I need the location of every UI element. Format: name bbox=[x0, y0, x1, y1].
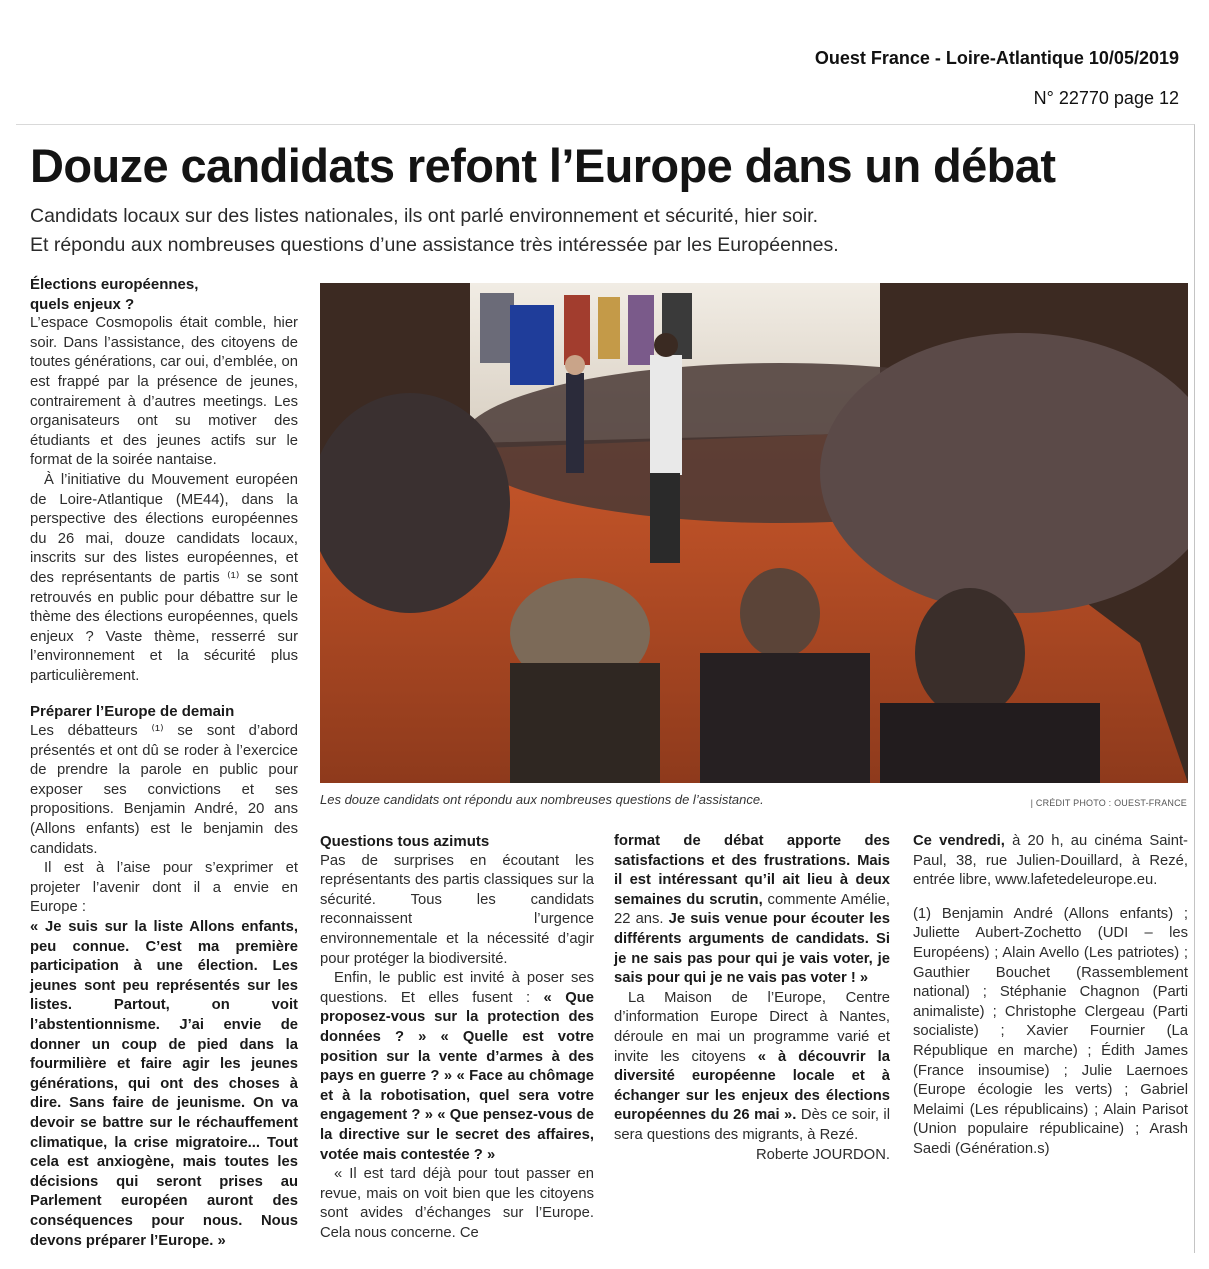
column-1 bbox=[30, 275, 298, 1251]
paragraph: Pas de surprises en écoutant les représentants des partis classiques sur la sécurité. Tous les candidats reconnaissent l’urgence environnementale et la nécessité d’agir pour protéger la biodiversité. bbox=[320, 852, 594, 967]
photo-caption: Les douze candidats ont répondu aux nombreuses questions de l’assistance. bbox=[320, 792, 764, 807]
paragraph-text: La Maison de l’Europe, Centre d’information Europe Direct à Nantes, déroule en mai un programme varié et invite les citoyens bbox=[614, 989, 890, 1065]
quote-text: « Je suis sur la liste Allons enfants, peu connue. C’est ma première participation à une élection. Les jeunes sont peu représentés sur les listes. Partout, on voit l’abstentionnisme. J’ai envie de donner un coup de pied dans la fourmilière et faire agir les jeunes générations, qui ont des choses à dire. Sans faire de jeunisme. On va devoir se battre sur le réchauffement climatique, la crise migratoire... Tout cela est anxiogène, mais toutes les décisions qui seront prises au Parlement européen auront des conséquences pour nous. Nous devons préparer l’Europe. » bbox=[30, 919, 298, 1249]
paragraph: À l’initiative du Mouvement européen de Loire-Atlantique (ME44), dans la perspective des élections européennes du 26 mai, douze candidats locaux, inscrits sur des listes européennes, et des représentants de partis ⁽¹⁾ se sont retrouvés en public pour débattre sur le thème des élections européennes, quels enjeux ? Vaste thème, resserré sur l’environnement et la sécurité plus particulièrement. bbox=[30, 471, 298, 684]
column-2 bbox=[320, 832, 594, 1243]
standfirst-line-1: Candidats locaux sur des listes nationales, ils ont parlé environnement et sécurité, hier soir. bbox=[30, 205, 818, 227]
footnote-candidates: (1) Benjamin André (Allons enfants) ; Juliette Aubert-Zochetto (UDI – les Européens) ; Alain Avello (Les patriotes) ; Gauthier Bouchet (Rassemblement national) ; Stéphanie Chagnon (Parti animaliste) ; Christophe Clergeau (Parti socialiste) ; Xavier Fournier (La République en marche) ; Édith James (France insoumise) ; Julie Laernoes (Europe écologie les verts) ; Gabriel Melaimi (Les républicains) ; Alain Parisot (Union populaire républicaine) ; Arash Saedi (Génération.s) bbox=[913, 905, 1188, 1157]
photo-credit: | CRÉDIT PHOTO : OUEST-FRANCE bbox=[1030, 798, 1187, 808]
subheading-questions: Questions tous azimuts bbox=[320, 833, 490, 850]
event-notice bbox=[913, 832, 1188, 891]
subheading-elections: Élections européennes, quels enjeux ? bbox=[30, 276, 199, 313]
standfirst bbox=[30, 202, 1180, 260]
column-3 bbox=[614, 832, 890, 1165]
paragraph-text: Enfin, le public est invité à poser ses questions. Et elles fusent : bbox=[320, 970, 594, 1006]
paragraph: « Il est tard déjà pour tout passer en revue, mais on voit bien que les citoyens sont avides d’échanges sur l’Europe. Cela nous concerne. Ce bbox=[320, 1166, 594, 1241]
public-questions: « Que proposez-vous sur la protection des données ? » « Quelle est votre position sur la vente d’armes à des pays en guerre ? » « Face au chômage et à la robotisation, quel sera votre engagement ? » « Que pensez-vous de la directive sur le secret des affaires, votée mais contestée ? » bbox=[320, 989, 595, 1163]
event-day: Ce vendredi, bbox=[913, 833, 1005, 849]
attribution: commente Amélie, 22 ans. bbox=[614, 891, 891, 928]
paragraph: Les débatteurs ⁽¹⁾ se sont d’abord présentés et ont dû se roder à l’exercice de prendre la parole en public pour exposer ses convictions et ses propositions. Benjamin André, 20 ans (Allons enfants) est le benjamin des candidats. bbox=[30, 723, 298, 857]
quote-amelie: Je suis venue pour écouter les différents arguments de candidats. Si je ne sais pas pour qui je vais voter, je sais pour qui je ne vais pas voter ! » bbox=[614, 911, 890, 987]
author-signature: Roberte JOURDON. bbox=[755, 1146, 890, 1163]
quote-maison-europe: « à découvrir la diversité européenne locale et à échanger sur les enjeux des élections européennes du 26 mai ». bbox=[614, 1048, 890, 1124]
paragraph: L’espace Cosmopolis était comble, hier soir. Dans l’assistance, des citoyens de toutes générations, car oui, d’emblée, on est frappé par la présence de jeunes, contrairement à d’autres meetings. Les organisateurs ont su motiver des étudiants et des jeunes actifs sur le format de la soirée nantaise. bbox=[30, 315, 298, 469]
headline: Douze candidats refont l’Europe dans un débat bbox=[30, 139, 1056, 192]
paragraph bbox=[614, 989, 890, 1146]
paragraph bbox=[614, 832, 890, 989]
column-4 bbox=[913, 832, 1188, 1160]
debate-photo bbox=[320, 283, 1188, 783]
quote-continued: format de débat apporte des satisfactions et des frustrations. Mais il est intéressant qu’il ait lieu à deux semaines du scrutin, bbox=[614, 833, 890, 908]
paragraph bbox=[320, 969, 594, 1165]
event-details: à 20 h, au cinéma Saint-Paul, 38, rue Julien-Douillard, à Rezé, entrée libre, www.lafetedeleurope.eu. bbox=[913, 833, 1188, 889]
subheading-preparer: Préparer l’Europe de demain bbox=[30, 703, 235, 721]
paragraph-text: Dès ce soir, il sera questions des migrants, à Rezé. bbox=[614, 1107, 890, 1143]
source-line: Ouest France - Loire-Atlantique 10/05/2019 bbox=[814, 48, 1179, 68]
paragraph: Il est à l’aise pour s’exprimer et projeter l’avenir dont il a envie en Europe : bbox=[30, 860, 298, 916]
standfirst-line-2: Et répondu aux nombreuses questions d’une assistance très intéressée par les Européennes. bbox=[30, 234, 839, 256]
article-photo bbox=[320, 283, 1188, 783]
quote-benjamin bbox=[30, 918, 298, 1251]
issue-number: N° 22770 page 12 bbox=[1033, 88, 1179, 108]
